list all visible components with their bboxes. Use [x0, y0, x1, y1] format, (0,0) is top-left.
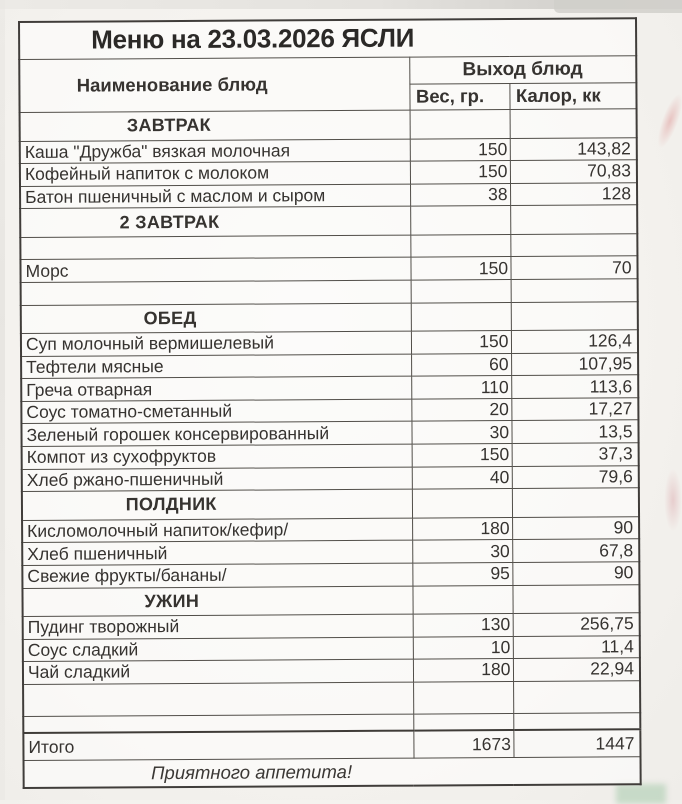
calories-cell: 70,83 [510, 160, 637, 183]
calories-cell: 13,5 [511, 420, 638, 443]
calories-cell: 17,27 [511, 398, 638, 421]
footer-row [24, 757, 641, 788]
dish-name-cell [23, 682, 413, 716]
calories-cell [511, 279, 638, 302]
column-header-output: Выход блюд [409, 56, 636, 84]
section-row [20, 205, 637, 237]
calories-cell: 79,6 [512, 465, 639, 488]
dish-name-cell: 2 ЗАВТРАК [20, 206, 410, 237]
dish-name-cell: Хлеб ржано-пшеничный [22, 467, 412, 492]
weight-cell: 30 [412, 540, 512, 563]
calories-cell [510, 205, 637, 234]
calories-cell [512, 584, 639, 613]
calories-cell [512, 488, 639, 517]
weight-cell: 10 [413, 636, 513, 659]
menu-table [18, 17, 642, 789]
dish-name-cell: Греча отварная [21, 376, 411, 401]
scan-artifact-smudge [664, 468, 682, 532]
column-header-calories: Калор, кк [509, 82, 636, 109]
dish-name-cell [21, 280, 411, 305]
calories-cell: 11,4 [513, 635, 640, 658]
calories-cell: 37,3 [512, 443, 639, 466]
dish-name-cell: Компот из сухофруктов [22, 444, 412, 469]
page-title: Меню на 23.03.2026 ЯСЛИ [19, 18, 636, 59]
calories-cell: 256,75 [513, 613, 640, 636]
calories-cell: 70 [510, 256, 637, 279]
dish-name-cell: Морс [20, 257, 410, 282]
calories-cell: 128 [510, 182, 637, 205]
weight-cell [410, 234, 510, 257]
weight-cell [412, 489, 512, 518]
weight-cell: 20 [411, 398, 511, 421]
section-row [22, 488, 639, 520]
weight-cell: 180 [412, 517, 512, 540]
dish-name-cell: ЗАВТРАК [20, 110, 410, 141]
weight-cell: 180 [413, 659, 513, 682]
dish-name-cell: Кисломолочный напиток/кефир/ [22, 518, 412, 543]
weight-cell: 150 [410, 161, 510, 184]
dish-name-cell: Свежие фрукты/бананы/ [22, 563, 412, 588]
dish-name-cell: Пудинг творожный [23, 614, 413, 639]
calories-cell: 90 [512, 562, 639, 585]
column-header-weight: Вес, гр. [409, 83, 509, 110]
total-row [23, 729, 640, 761]
dish-name-cell: Кофейный напиток с молоком [20, 161, 410, 186]
weight-cell: 60 [411, 353, 511, 376]
dish-name-cell: Соус томатно-сметанный [21, 399, 411, 424]
weight-cell: 150 [410, 138, 510, 161]
weight-cell: 150 [412, 444, 512, 467]
calories-cell: 107,95 [511, 352, 638, 375]
calories-cell [510, 234, 637, 257]
weight-cell [411, 302, 511, 331]
weight-cell: 150 [411, 331, 511, 354]
weight-cell: 95 [412, 562, 512, 585]
section-row [22, 584, 639, 616]
dish-name-cell: Зеленый горошек консервированный [21, 422, 411, 447]
calories-cell [513, 712, 640, 729]
weight-cell [413, 681, 513, 714]
dish-name-cell: ОБЕД [21, 303, 411, 334]
dish-name-cell: Батон пшеничный с маслом и сыром [20, 184, 410, 209]
dish-name-cell: ПОЛДНИК [22, 489, 412, 520]
calories-cell: 67,8 [512, 539, 639, 562]
scan-artifact-top-corner [554, 0, 682, 13]
scan-artifact-smudge [616, 784, 666, 804]
dish-name-cell: Тефтели мясные [21, 354, 411, 379]
section-row [21, 301, 638, 333]
dish-name-cell: УЖИН [22, 586, 412, 617]
dish-name-cell [20, 235, 410, 260]
calories-cell: 1447 [513, 729, 640, 758]
weight-cell: 40 [412, 466, 512, 489]
weight-cell: 150 [410, 257, 510, 280]
menu-rows [20, 109, 641, 789]
weight-cell: 110 [411, 376, 511, 399]
weight-cell [413, 713, 513, 730]
weight-cell: 130 [413, 613, 513, 636]
weight-cell [411, 279, 511, 302]
calories-cell: 113,6 [511, 375, 638, 398]
section-row [20, 109, 637, 141]
scan-artifact-smudge [653, 91, 682, 151]
calories-cell: 143,82 [510, 137, 637, 160]
weight-cell: 1673 [413, 730, 513, 759]
weight-cell: 30 [411, 421, 511, 444]
scan-artifact-left-edge [0, 0, 5, 800]
menu-table-header [19, 18, 637, 112]
calories-cell: 22,94 [513, 658, 640, 681]
calories-cell [511, 301, 638, 330]
weight-cell: 38 [410, 183, 510, 206]
footer-note: Приятного аппетита! [24, 757, 641, 788]
title-row [19, 18, 636, 59]
weight-cell [410, 206, 510, 235]
calories-cell: 126,4 [511, 330, 638, 353]
dish-name-cell: Чай сладкий [23, 659, 413, 684]
calories-cell [513, 680, 640, 713]
weight-cell [410, 109, 510, 138]
empty-row [23, 680, 640, 716]
header-row [19, 56, 636, 86]
dish-name-cell: Суп молочный вермишелевый [21, 331, 411, 356]
weight-cell [412, 585, 512, 614]
menu-sheet [18, 17, 642, 789]
dish-name-cell: Каша "Дружба" вязкая молочная [20, 139, 410, 164]
dish-name-cell: Хлеб пшеничный [22, 540, 412, 565]
dish-name-cell: Итого [23, 730, 413, 760]
calories-cell [510, 109, 637, 138]
calories-cell: 90 [512, 516, 639, 539]
column-header-name: Наименование блюд [19, 57, 409, 112]
dish-name-cell: Соус сладкий [23, 637, 413, 662]
